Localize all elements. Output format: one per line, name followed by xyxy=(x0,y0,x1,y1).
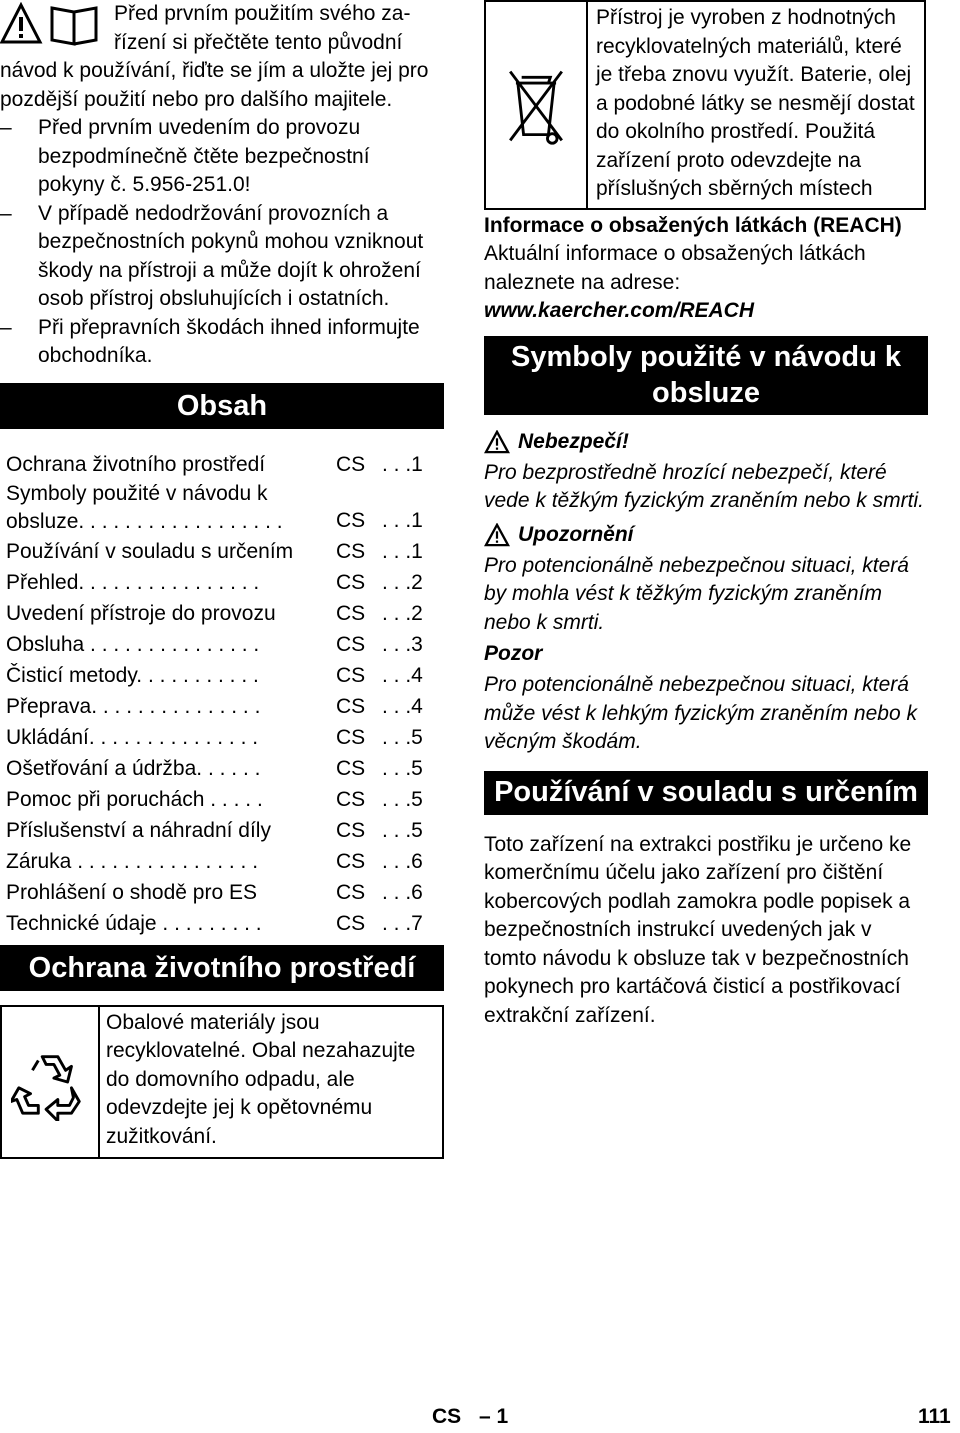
toc-lang: CS xyxy=(336,725,366,749)
toc-title: Pomoc při poruchách . . . . . xyxy=(6,787,263,811)
toc-row[interactable] xyxy=(6,536,446,567)
env-heading xyxy=(0,945,444,991)
toc-lang: CS xyxy=(336,508,366,532)
toc-row[interactable] xyxy=(6,784,446,815)
usage-heading-text: Používání v souladu s určením xyxy=(494,775,918,808)
toc-page: . . .5 xyxy=(382,818,423,842)
toc-row[interactable] xyxy=(6,480,446,536)
toc-title: Prohlášení o shodě pro ES xyxy=(6,880,257,904)
footer-section xyxy=(432,1405,508,1429)
toc-page: . . .6 xyxy=(382,880,423,904)
symbols-heading xyxy=(484,336,928,415)
toc-row[interactable] xyxy=(6,722,446,753)
warning-label xyxy=(484,520,928,550)
recycle-icon-cell xyxy=(2,1007,100,1158)
recycle-text: Obalové materiály jsou recyklovatelné. Obal nezahazujte do domovního odpadu, ale odevzdejte jej k opětovnému zužitkování. xyxy=(106,1010,416,1148)
footer-lang: CS xyxy=(432,1405,462,1428)
toc-lang: CS xyxy=(336,756,366,780)
disposal-icon-cell xyxy=(486,2,588,208)
toc-lang: CS xyxy=(336,694,366,718)
symbols-section xyxy=(484,427,928,757)
toc-page: . . .5 xyxy=(382,756,423,780)
toc-lang: CS xyxy=(336,818,366,842)
reach-text: Aktuální informace o obsažených látkách naleznete na adrese: xyxy=(484,242,866,294)
toc-page: . . .4 xyxy=(382,694,423,718)
toc-row[interactable] xyxy=(6,567,446,598)
toc-row[interactable] xyxy=(6,908,446,939)
toc-title: Ochrana životního prostředí xyxy=(6,452,266,476)
toc-page: . . .1 xyxy=(382,539,423,563)
toc-title: Obsluha . . . . . . . . . . . . . . . xyxy=(6,632,260,656)
toc-title: Symboly použité v návodu k obsluze. . . . . . . . . . . . . . . . . . xyxy=(6,481,283,533)
toc-heading-text: Obsah xyxy=(176,389,268,422)
usage-heading xyxy=(484,771,928,815)
recycle-icon xyxy=(11,1043,89,1121)
toc-row[interactable] xyxy=(6,629,446,660)
caution-label-text: Pozor xyxy=(484,642,543,665)
warning-label-text: Upozornění xyxy=(518,522,634,546)
toc-title: Ošetřování a údržba. . . . . . xyxy=(6,756,261,780)
danger-label xyxy=(484,427,928,457)
toc-title: Používání v souladu s určením xyxy=(6,539,294,563)
toc-row[interactable] xyxy=(6,877,446,908)
toc-lang: CS xyxy=(336,787,366,811)
intro-bullet: – Před prvním uvedením do provozu bezpodmínečně čtěte bezpečnostní pokyny č. 5.956-251.0! xyxy=(0,114,428,200)
toc-title: Přehled. . . . . . . . . . . . . . . . xyxy=(6,570,260,594)
toc-page: . . .6 xyxy=(382,849,423,873)
toc-row[interactable] xyxy=(6,660,446,691)
intro-line-1: Před prvním použitím svého za- xyxy=(114,2,411,25)
toc-page: . . .1 xyxy=(382,508,423,532)
env-heading-text: Ochrana životního prostředí xyxy=(28,951,416,984)
caution-label xyxy=(484,639,928,669)
danger-label-text: Nebezpečí! xyxy=(518,429,629,453)
toc-page: . . .5 xyxy=(382,787,423,811)
toc-row[interactable] xyxy=(6,691,446,722)
intro-bullet: – V případě nedodržování provozních a bezpečnostních pokynů mohou vzniknout škody na přístroji a může dojít k ohrožení osob přístroj obsluhujících i ostatních. xyxy=(0,200,428,314)
warning-text: Pro potencionálně nebezpečnou situaci, která by mohla vést k těžkým fyzickým zraněním nebo k smrti. xyxy=(484,553,909,634)
toc-page: . . .2 xyxy=(382,601,423,625)
usage-text: Toto zařízení na extrakci postřiku je určeno ke komerčnímu účelu jako zařízení pro čištění kobercových podlah zamokra podle popisek a bezpečnostních instrukcí uvedených jak v tomto návodu k obsluze tak v bezpečnostních pokynech pro kartáčová čisticí a postřikovací extrakční zařízení. xyxy=(484,832,912,1027)
intro-text: návod k používání, řiďte se jím a uložte jej pro pozdější použití nebo pro dalšího majitele. xyxy=(0,59,429,111)
toc-row[interactable] xyxy=(6,598,446,629)
toc-title: Uvedení přístroje do provozu xyxy=(6,601,276,625)
toc-title: Čisticí metody. . . . . . . . . . . xyxy=(6,663,259,687)
toc-lang: CS xyxy=(336,911,366,935)
toc-page: . . .1 xyxy=(382,452,423,476)
warning-triangle-icon xyxy=(484,523,510,547)
toc-lang: CS xyxy=(336,601,366,625)
toc-title: Příslušenství a náhradní díly xyxy=(6,818,271,842)
toc-lang: CS xyxy=(336,632,366,656)
toc-page: . . .5 xyxy=(382,725,423,749)
crossed-bin-icon xyxy=(493,62,579,148)
toc-lang: CS xyxy=(336,880,366,904)
intro-bullet: – Při přepravních škodách ihned informujte obchodníka. xyxy=(0,314,428,371)
caution-text: Pro potencionálně nebezpečnou situaci, která může vést k lehkým fyzickým zraněním nebo k věcným škodám. xyxy=(484,673,917,753)
intro-line-2: řízení si přečtěte tento původní xyxy=(114,30,403,54)
toc-row[interactable] xyxy=(6,449,446,480)
toc-heading xyxy=(0,383,444,429)
toc-lang: CS xyxy=(336,663,366,687)
toc-page: . . .4 xyxy=(382,663,423,687)
toc-title: Technické údaje . . . . . . . . . xyxy=(6,911,262,935)
toc-title: Ukládání. . . . . . . . . . . . . . . xyxy=(6,725,259,749)
danger-text: Pro bezprostředně hrozící nebezpečí, které vede k těžkým fyzickým zraněním nebo k smrti. xyxy=(484,460,924,512)
disposal-text: Přístroj je vyroben z hodnotných recyklovatelných materiálů, které je třeba znovu využít. Baterie, olej a podobné látky se nesmějí dostat do okolního prostředí. Použitá zařízení proto odevzdejte na příslušných sběrných místech xyxy=(596,6,915,200)
disposal-box xyxy=(484,0,926,210)
warning-manual-icon xyxy=(0,2,104,46)
right-column xyxy=(484,0,932,1030)
reach-heading: Informace o obsažených látkách (REACH) xyxy=(484,213,902,237)
reach-section xyxy=(484,212,924,326)
toc-lang: CS xyxy=(336,849,366,873)
warning-triangle-icon xyxy=(484,430,510,454)
toc-row[interactable] xyxy=(6,815,446,846)
footer-section-page: – 1 xyxy=(479,1405,509,1428)
toc-title: Přeprava. . . . . . . . . . . . . . . xyxy=(6,694,261,718)
symbols-heading-text: Symboly použité v návodu k obsluze xyxy=(511,340,901,409)
toc-lang: CS xyxy=(336,452,366,476)
toc-title: Záruka . . . . . . . . . . . . . . . . xyxy=(6,849,259,873)
toc-row[interactable] xyxy=(6,846,446,877)
toc-page: . . .3 xyxy=(382,632,423,656)
toc-lang: CS xyxy=(336,570,366,594)
recycle-box xyxy=(0,1005,444,1160)
table-of-contents xyxy=(0,449,446,939)
page-number: 111 xyxy=(918,1405,951,1428)
toc-row[interactable] xyxy=(6,753,446,784)
intro-block xyxy=(0,0,446,371)
toc-lang: CS xyxy=(336,539,366,563)
toc-page: . . .2 xyxy=(382,570,423,594)
left-column xyxy=(0,0,446,1159)
toc-page: . . .7 xyxy=(382,911,423,935)
reach-url[interactable]: www.kaercher.com/REACH xyxy=(484,299,754,322)
